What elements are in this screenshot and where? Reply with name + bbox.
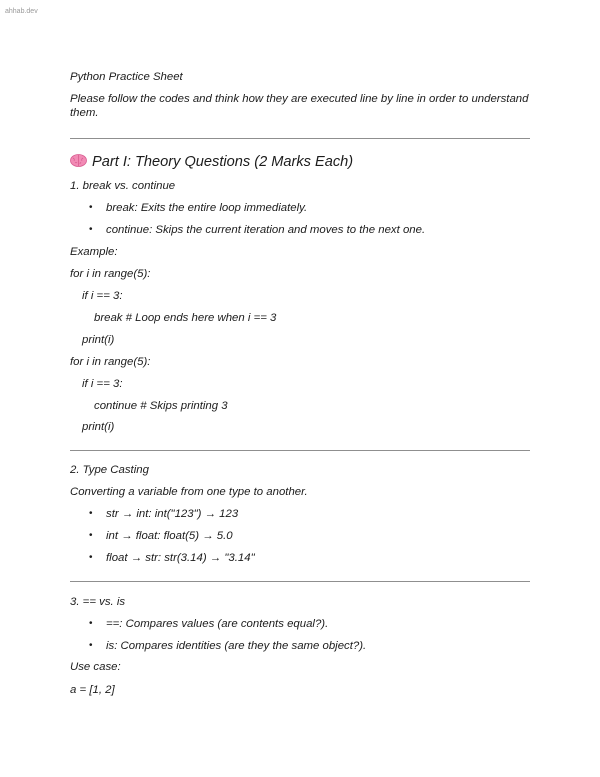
brain-icon <box>70 154 87 167</box>
code-line: print(i) <box>82 334 115 346</box>
bullet-dot: • <box>89 224 93 235</box>
q2-title: 2. Type Casting <box>70 464 149 476</box>
bullet-dot: • <box>89 530 93 541</box>
q2-bullet-3: float → str: str(3.14) → "3.14" <box>106 552 255 564</box>
divider <box>70 581 530 582</box>
code-line: print(i) <box>82 421 115 433</box>
code-line: continue # Skips printing 3 <box>94 400 228 412</box>
bullet-dot: • <box>89 618 93 629</box>
code-line: a = [1, 2] <box>70 684 115 696</box>
q1-bullet-1: break: Exits the entire loop immediately. <box>106 202 308 214</box>
part1-heading-text: Part I: Theory Questions (2 Marks Each) <box>92 154 354 170</box>
bullet-dot: • <box>89 508 93 519</box>
code-line: for i in range(5): <box>70 268 151 280</box>
watermark: ahhab.dev <box>5 8 38 15</box>
q3-bullet-1: ==: Compares values (are contents equal?). <box>106 618 329 630</box>
q2-description: Converting a variable from one type to another. <box>70 486 308 498</box>
q2-bullet-1: str → int: int("123") → 123 <box>106 508 239 520</box>
q3-usecase-label: Use case: <box>70 661 121 673</box>
part1-heading <box>70 153 353 171</box>
code-line: for i in range(5): <box>70 356 151 368</box>
q1-title: 1. break vs. continue <box>70 180 176 192</box>
q2-bullet-2: int → float: float(5) → 5.0 <box>106 530 233 542</box>
q3-title: 3. == vs. is <box>70 596 126 608</box>
bullet-dot: • <box>89 202 93 213</box>
intro-paragraph: Please follow the codes and think how they are executed line by line in order to understand them. <box>70 93 529 119</box>
code-line: if i == 3: <box>82 378 123 390</box>
q1-bullet-2: continue: Skips the current iteration and moves to the next one. <box>106 224 426 236</box>
code-line: break # Loop ends here when i == 3 <box>94 312 277 324</box>
q1-example-label: Example: <box>70 246 118 258</box>
code-line: if i == 3: <box>82 290 123 302</box>
divider <box>70 450 530 451</box>
divider <box>70 138 530 139</box>
bullet-dot: • <box>89 552 93 563</box>
document-title: Python Practice Sheet <box>70 71 183 83</box>
bullet-dot: • <box>89 640 93 651</box>
q3-bullet-2: is: Compares identities (are they the same object?). <box>106 640 367 652</box>
